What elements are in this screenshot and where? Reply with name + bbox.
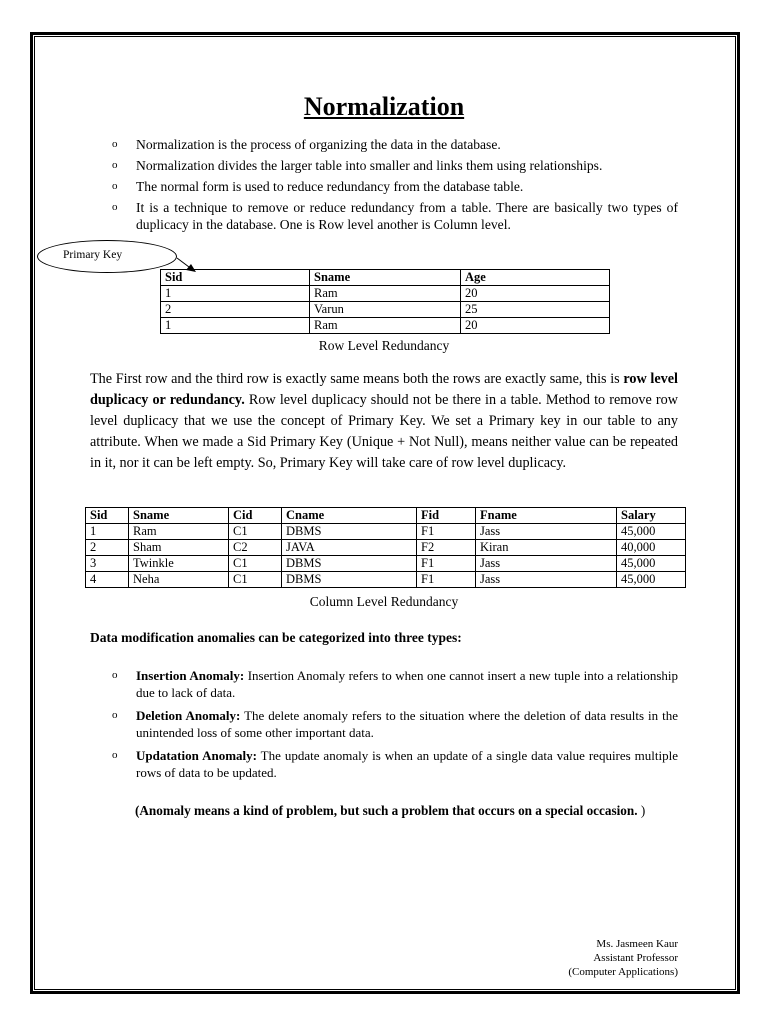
table-header-cell: Sid — [86, 508, 129, 524]
table-header-cell: Sname — [129, 508, 229, 524]
table-cell: DBMS — [282, 572, 417, 588]
table-cell: 1 — [161, 286, 310, 302]
table-cell: 2 — [161, 302, 310, 318]
table-cell: DBMS — [282, 524, 417, 540]
anomaly-list — [112, 667, 678, 787]
anomaly-note — [135, 803, 645, 819]
table-cell: C1 — [229, 556, 282, 572]
table-cell: Jass — [476, 556, 617, 572]
intro-bullet — [112, 157, 678, 174]
table-cell: Ram — [310, 286, 461, 302]
table-header-cell: Fname — [476, 508, 617, 524]
table-cell: Kiran — [476, 540, 617, 556]
table-cell: 2 — [86, 540, 129, 556]
paragraph-text: Row level duplicacy should not be there in a table. Method to remove row level duplicacy that we use the concept of Primary Key. We set a Primary key in our table to any attribute. When we made a Sid Primary Key (Unique + Not Null), means neither value can be repeated in it, nor it can be left empty. So, Primary Key will take care of row level duplicacy. — [90, 392, 678, 471]
note-bold-text: (Anomaly means a kind of problem, but such a problem that occurs on a special occasion. — [135, 803, 638, 818]
table-cell: C1 — [229, 572, 282, 588]
table-row — [161, 318, 610, 334]
column-table-caption: Column Level Redundancy — [309, 594, 459, 609]
anomaly-item — [112, 667, 678, 701]
table-cell: 45,000 — [617, 556, 686, 572]
bullet-mark: o — [112, 709, 118, 721]
table-cell: Sham — [129, 540, 229, 556]
table-cell: 1 — [86, 524, 129, 540]
table-cell: 20 — [461, 318, 610, 334]
bullet-mark: o — [112, 180, 118, 192]
author-name: Ms. Jasmeen Kaur — [596, 938, 678, 950]
intro-bullet — [112, 178, 678, 195]
intro-bullet-text: The normal form is used to reduce redundancy from the database table. — [136, 179, 524, 194]
table-cell: F1 — [417, 556, 476, 572]
anomaly-heading: Data modification anomalies can be categorized into three types: — [90, 630, 462, 645]
intro-bullet-list — [112, 136, 678, 237]
table-cell: DBMS — [282, 556, 417, 572]
table-cell: 45,000 — [617, 524, 686, 540]
table-header-cell: Sname — [310, 270, 461, 286]
table-cell: 25 — [461, 302, 610, 318]
author-role: Assistant Professor — [593, 952, 678, 964]
table-cell: 20 — [461, 286, 610, 302]
table-cell: F2 — [417, 540, 476, 556]
primary-key-label: Primary Key — [63, 249, 123, 261]
anomaly-term: Deletion Anomaly: — [136, 708, 241, 723]
table-row — [86, 540, 686, 556]
table-row — [161, 286, 610, 302]
note-tail: ) — [637, 803, 646, 818]
table-cell: 40,000 — [617, 540, 686, 556]
anomaly-item — [112, 747, 678, 781]
table-header-cell: Sid — [161, 270, 310, 286]
table-header-row — [161, 270, 610, 286]
table-row — [86, 524, 686, 540]
table-cell: C2 — [229, 540, 282, 556]
intro-bullet — [112, 136, 678, 153]
table-cell: Ram — [129, 524, 229, 540]
table-cell: Jass — [476, 524, 617, 540]
table-cell: 4 — [86, 572, 129, 588]
table-header-cell: Cname — [282, 508, 417, 524]
anomaly-term: Updatation Anomaly: — [136, 748, 257, 763]
table-cell: Varun — [310, 302, 461, 318]
intro-bullet-text: Normalization divides the larger table into smaller and links them using relationships. — [136, 158, 603, 173]
table-row — [86, 556, 686, 572]
row-redundancy-paragraph — [90, 369, 678, 474]
table-cell: 45,000 — [617, 572, 686, 588]
table-header-row — [86, 508, 686, 524]
table-cell: Jass — [476, 572, 617, 588]
author-department: (Computer Applications) — [568, 966, 678, 978]
table-cell: F1 — [417, 572, 476, 588]
bullet-mark: o — [112, 749, 118, 761]
table-header-cell: Cid — [229, 508, 282, 524]
intro-bullet — [112, 199, 678, 233]
table-header-cell: Fid — [417, 508, 476, 524]
table-row — [86, 572, 686, 588]
table-row — [161, 302, 610, 318]
table-cell: Neha — [129, 572, 229, 588]
table-header-cell: Age — [461, 270, 610, 286]
anomaly-text: The delete anomaly refers to the situation where the deletion of data results in the unintended loss of some other important data. — [136, 708, 678, 740]
bullet-mark: o — [112, 138, 118, 150]
bullet-mark: o — [112, 201, 118, 213]
paragraph-bold-text: row level duplicacy or redundancy. — [90, 371, 678, 408]
page-title: Normalization — [303, 92, 465, 121]
intro-bullet-text: It is a technique to remove or reduce redundancy from a table. There are basically two types of duplicacy in the database. One is Row level another is Column level. — [136, 200, 678, 232]
bullet-mark: o — [112, 159, 118, 171]
table-cell: C1 — [229, 524, 282, 540]
table-cell: F1 — [417, 524, 476, 540]
anomaly-item — [112, 707, 678, 741]
table-cell: Twinkle — [129, 556, 229, 572]
paragraph-text: The First row and the third row is exactly same means both the rows are exactly same, this is — [90, 371, 624, 387]
table-cell: Ram — [310, 318, 461, 334]
author-signature — [568, 937, 678, 979]
bullet-mark: o — [112, 669, 118, 681]
anomaly-text: The update anomaly is when an update of a single data value requires multiple rows of data to be updated. — [136, 748, 678, 780]
table-cell: 3 — [86, 556, 129, 572]
anomaly-term: Insertion Anomaly: — [136, 668, 245, 683]
column-level-table — [85, 507, 686, 588]
table-cell: 1 — [161, 318, 310, 334]
table-header-cell: Salary — [617, 508, 686, 524]
row-table-caption: Row Level Redundancy — [318, 338, 450, 353]
table-cell: JAVA — [282, 540, 417, 556]
anomaly-text: Insertion Anomaly refers to when one cannot insert a new tuple into a relationship due to lack of data. — [136, 668, 679, 700]
intro-bullet-text: Normalization is the process of organizing the data in the database. — [136, 137, 501, 152]
row-level-table — [160, 269, 610, 334]
